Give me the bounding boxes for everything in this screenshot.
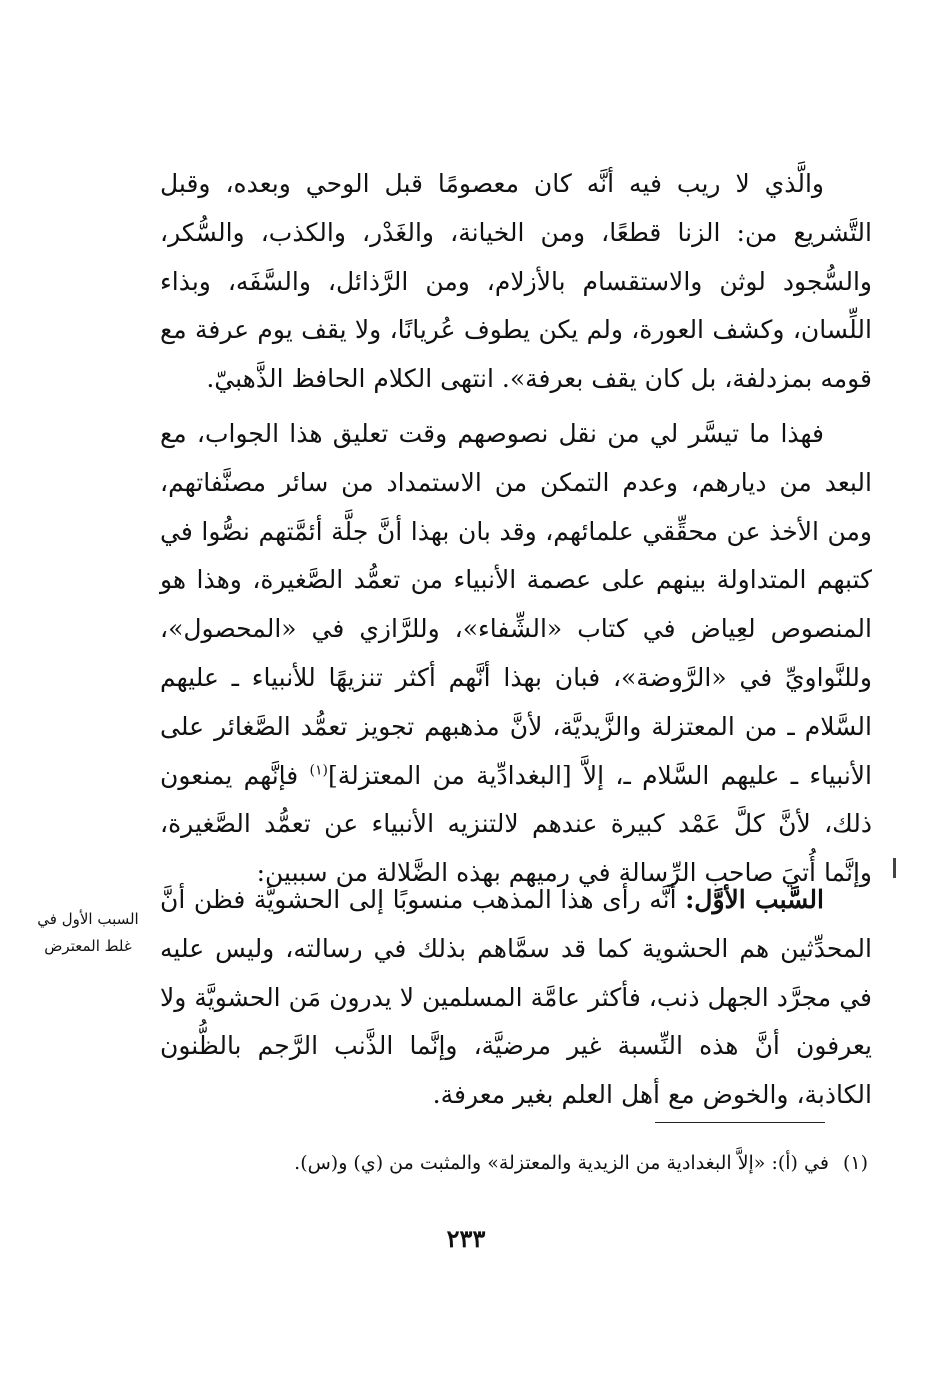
paragraph-2-text-start: فهذا ما تيسَّر لي من نقل نصوصهم وقت تعليق هذا الجواب، مع البعد من ديارهم، وعدم التمكن من الاستمداد من سائر مصنَّفاتهم، ومن الأخذ عن محقِّقي علمائهم، وقد بان بهذا أنَّ جلَّة أئمَّتهم نصُّوا في كتبهم المتداولة بينهم على عصمة الأنبياء من تعمُّد الصَّغيرة، وهذا هو المنصوص لعِياض في كتاب «الشِّفاء»، وللرَّازي في «المحصول»، وللنَّواويِّ في «الرَّوضة»، فبان بهذا أنَّهم أكثر تنزيهًا للأنبياء ـ عليهم السَّلام ـ من المعتزلة والزَّيديَّة، لأنَّ مذهبهم تجويز تعمُّد الصَّغائر على الأنبياء ـ عليهم السَّلام ـ، إلاَّ [البغدادِّية من المعتزلة]	[160, 419, 872, 790]
paragraph-2-text-end: فإنَّهم يمنعون ذلك، لأنَّ كلَّ عَمْد كبيرة عندهم لالتنزيه الأنبياء عن تعمُّد الصَّغيرة، وإنَّما أُتيَ صاحب الرِّسالة في رميهم بهذه الضَّلالة من سببين:	[160, 760, 872, 888]
paragraph-3	[160, 876, 872, 1120]
footnote-text: في (أ): «إلاَّ البغدادية من الزيدية والمعتزلة» والمثبت من (ي) و(س).	[294, 1152, 829, 1174]
page-number: ٢٣٣	[446, 1224, 486, 1253]
paragraph-3-text: أنَّه رأى هذا المذهب منسوبًا إلى الحشويَّة فظن أنَّ المحدِّثين هم الحشوية كما قد سمَّاهم بذلك في رسالته، وليس عليه في مجرَّد الجهل ذنب، فأكثر عامَّة المسلمين لا يدرون مَن الحشويَّة ولا يعرفون أنَّ هذه النِّسبة غير مرضيَّة، وإنَّما الذَّنب الرَّجم بالظُّنون الكاذبة، والخوض مع أهل العلم بغير معرفة.	[160, 885, 873, 1110]
footnote-number: (١)	[842, 1152, 868, 1174]
paragraph-1-text: والَّذي لا ريب فيه أنَّه كان معصومًا قبل الوحي وبعده، وقبل التَّشريع من: الزنا قطعًا، ومن الخيانة، والغَدْر، والكذب، والسُّكر، والسُّجود لوثن والاستقسام بالأزلام، ومن الرَّذائل، والسَّفَه، وبذاء اللِّسان، وكشف العورة، ولم يكن يطوف عُريانًا، ولا يقف يوم عرفة مع قومه بمزدلفة، بل كان يقف بعرفة». انتهى الكلام الحافظ الذَّهبيّ.	[160, 169, 872, 394]
scan-edge-mark	[893, 858, 896, 878]
footnote	[160, 1146, 868, 1180]
paragraph-2	[160, 410, 872, 898]
footnote-divider	[655, 1122, 825, 1123]
footnote-reference: (١)	[309, 762, 328, 779]
margin-note: السبب الأول في غلط المعترض	[37, 910, 139, 955]
section-heading: السَّبب الأوَّل:	[685, 885, 824, 914]
paragraph-1	[160, 160, 872, 404]
